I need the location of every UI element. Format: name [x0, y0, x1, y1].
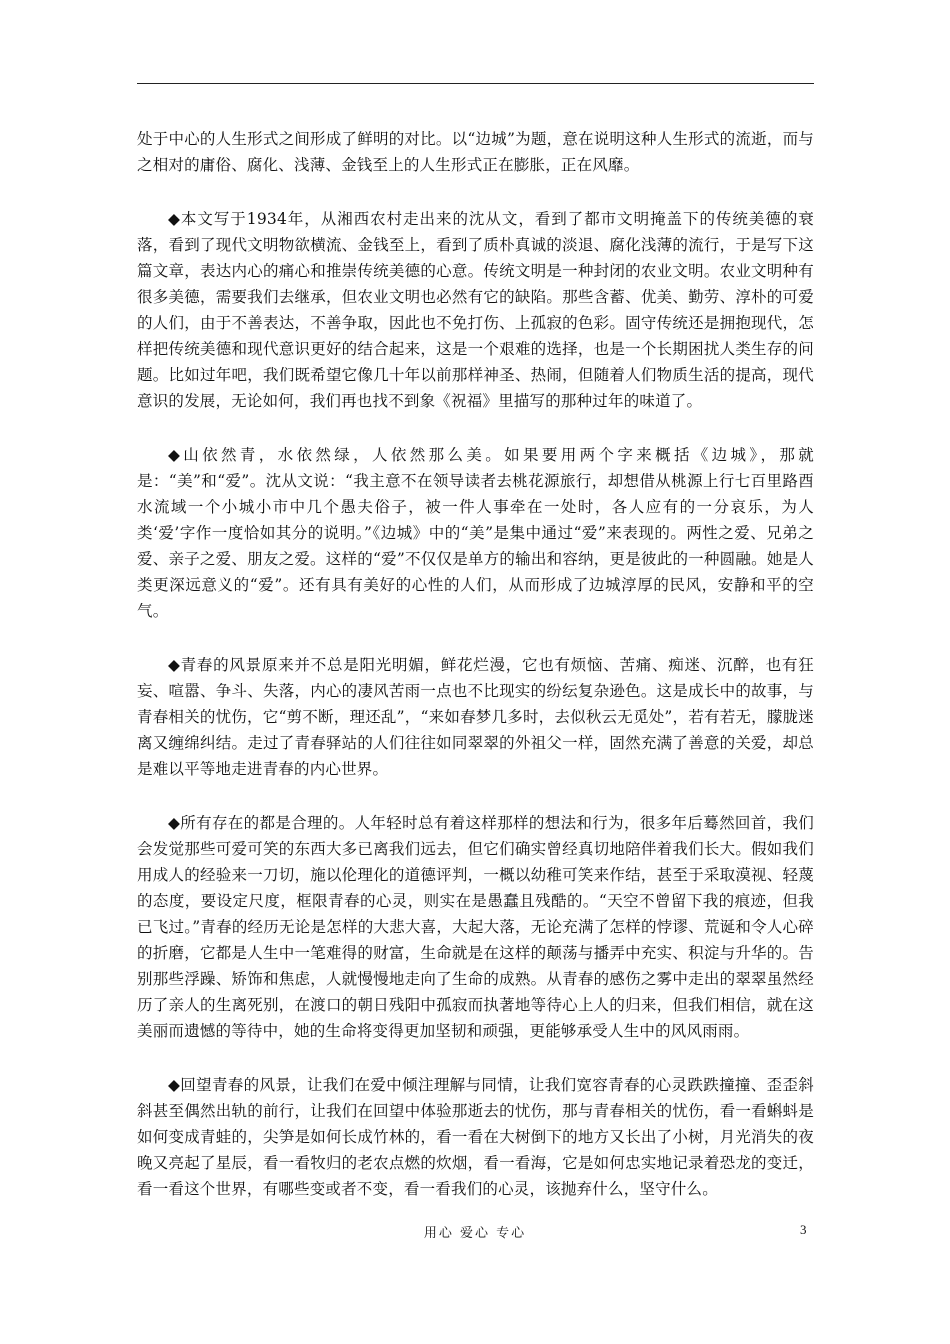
footer-motto: 用心 爱心 专心	[423, 1226, 527, 1241]
paragraph-background: ◆本文写于1934年，从湘西农村走出来的沈从文，看到了都市文明掩盖下的传统美德的衰落，看到了现代文明物欲横流、金钱至上，看到了质朴真诚的淡退、腐化浅薄的流行，于是写下这篇文章，表达内心的痛心和推崇传统美德的心意。传统文明是一种封闭的农业文明。农业文明种有很多美德，需要我们去继承，但农业文明也必然有它的缺陷。那些含蓄、优美、勤劳、淳朴的可爱的人们，由于不善表达，不善争取，因此也不免打伤、上孤寂的色彩。固守传统还是拥抱现代，怎样把传统美德和现代意识更好的结合起来，这是一个艰难的选择，也是一个长期困扰人类生存的问题。比如过年吧，我们既希望它像几十年以前那样神圣、热闹，但随着人们物质生活的提高，现代意识的发展，无论如何，我们再也找不到象《祝福》里描写的那种过年的味道了。	[137, 210, 814, 410]
paragraph-existence: ◆所有存在的都是合理的。人年轻时总有着这样那样的想法和行为，很多年后蓦然回首，我们会发觉那些可爱可笑的东西大多已离我们远去，但它们确实曾经真切地陪伴着我们长大。假如我们用成人的经验来一刀切，施以伦理化的道德评判，一概以幼稚可笑来作结，甚至于采取漠视、轻蔑的态度，要设定尺度，框限青春的心灵，则实在是愚蠢且残酷的。“天空不曾留下我的痕迹，但我已飞过。”青春的经历无论是怎样的大悲大喜，大起大落，无论充满了怎样的悖谬、荒诞和令人心碎的折磨，它都是人生中一笔难得的财富，生命就是在这样的颠荡与播弄中充实、积淀与升华的。告别那些浮躁、矫饰和焦虑，人就慢慢地走向了生命的成熟。从青春的感伤之雾中走出的翠翠虽然经历了亲人的生离死别，在渡口的朝日残阳中孤寂而执著地等待心上人的归来，但我们相信，就在这美丽而遗憾的等待中，她的生命将变得更加坚韧和顽强，更能够承受人生中的风风雨雨。	[137, 814, 814, 1040]
paragraph-beauty-love: ◆山依然青，水依然绿，人依然那么美。如果要用两个字来概括《边城》，那就是：“美”和“爱”。沈从文说：“我主意不在领导读者去桃花源旅行，却想借从桃源上行七百里路酉水流域一个小城小市中几个愚夫俗子，被一件人事牵在一处时，各人应有的一分哀乐，为人类‘爱’字作一度恰如其分的说明。”《边城》中的“美”是集中通过“爱”来表现的。两性之爱、兄弟之爱、亲子之爱、朋友之爱。这样的“爱”不仅仅是单方的输出和容纳，更是彼此的一种圆融。她是人类更深远意义的“爱”。还有具有美好的心性的人们，从而形成了边城淳厚的民风，安静和平的空气。	[137, 446, 814, 620]
page-number: 3	[800, 1222, 807, 1237]
paragraph-continuation: 处于中心的人生形式之间形成了鲜明的对比。以“边城”为题，意在说明这种人生形式的流逝，而与之相对的庸俗、腐化、浅薄、金钱至上的人生形式正在膨胀，正在风靡。	[137, 130, 814, 174]
paragraph-looking-back: ◆回望青春的风景，让我们在爱中倾注理解与同情，让我们宽容青春的心灵跌跌撞撞、歪歪斜斜甚至偶然出轨的前行，让我们在回望中体验那逝去的忧伤，那与青春相关的忧伤，看一看蝌蚪是如何变成青蛙的，尖笋是如何长成竹林的，看一看在大树倒下的地方又长出了小树，月光消失的夜晚又亮起了星辰，看一看牧归的老农点燃的炊烟，看一看海，它是如何忠实地记录着恐龙的变迁，看一看这个世界，有哪些变或者不变，看一看我们的心灵，该抛弃什么，坚守什么。	[137, 1076, 814, 1198]
document-body	[137, 126, 814, 1230]
paragraph-youth-scenery: ◆青春的风景原来并不总是阳光明媚，鲜花烂漫，它也有烦恼、苦痛、痴迷、沉醉，也有狂妄、喧嚣、争斗、失落，内心的凄风苦雨一点也不比现实的纷纭复杂逊色。这是成长中的故事，与青春相关的忧伤，它“剪不断，理还乱”，“来如春梦几多时，去似秋云无觅处”，若有若无，朦胧迷离又缠绵纠结。走过了青春驿站的人们往往如同翠翠的外祖父一样，固然充满了善意的关爱，却总是难以平等地走进青春的内心世界。	[137, 656, 814, 778]
header-rule	[137, 83, 814, 84]
